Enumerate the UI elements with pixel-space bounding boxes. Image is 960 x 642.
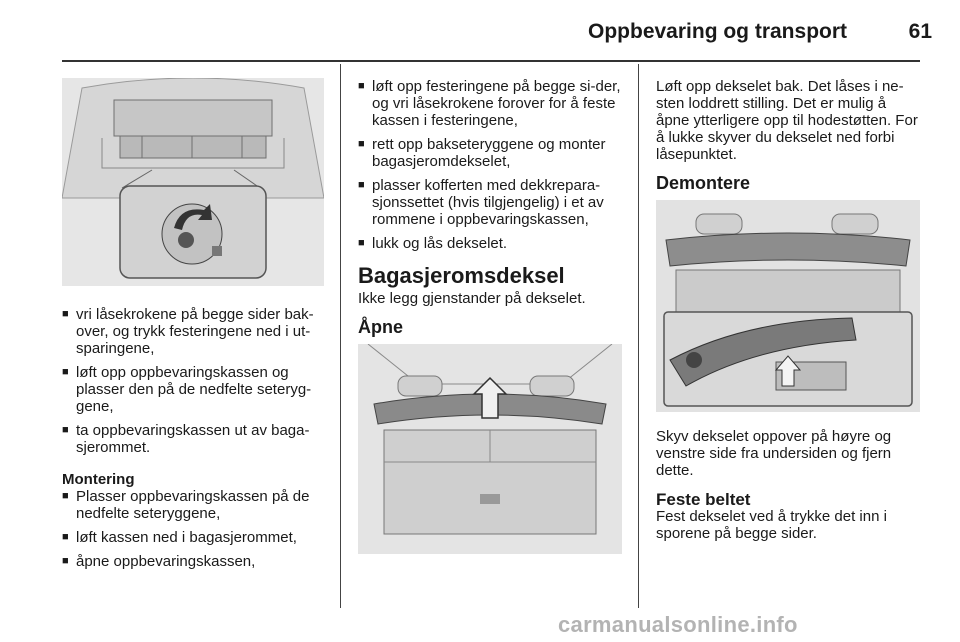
page-number: 61 <box>908 20 932 43</box>
list-item: ■ lukk og lås dekselet. <box>358 235 622 252</box>
demontere-heading: Demontere <box>656 173 751 193</box>
section-intro: Ikke legg gjenstander på dekselet. <box>358 290 586 307</box>
list-item: ■ vri låsekrokene på begge sider bak-over, og trykk festeringene ned i ut-sparingene, <box>62 306 324 357</box>
middle-column <box>358 78 622 554</box>
cover-removal-drawing <box>656 200 920 412</box>
storage-box-illustration <box>62 78 324 286</box>
list-item: ■ løft opp oppbevaringskassen og plasser den på de nedfelte seteryg-gene, <box>62 364 324 415</box>
storage-box-drawing <box>62 78 324 286</box>
list-item: ■ åpne oppbevaringskassen, <box>62 553 324 570</box>
section-heading: Bagasjeromsdeksel <box>358 263 565 288</box>
open-instructions: Løft opp dekselet bak. Det låses i ne-sten loddrett stilling. Det er mulig å åpne ytterligere opp til hodestøtten. For å lukke skyver du dekselet ned forbi låsepunktet. <box>656 78 918 163</box>
install-steps-list <box>358 78 622 252</box>
column-divider-1 <box>340 64 341 608</box>
demontere-text: Skyv dekselet oppover på høyre og venstre side fra undersiden og fjern dette. <box>656 428 892 479</box>
watermark: carmanualsonline.info <box>558 612 798 637</box>
montering-heading: Montering <box>62 471 135 488</box>
cover-open-illustration <box>358 344 622 554</box>
cover-removal-illustration <box>656 200 920 412</box>
list-item: ■ rett opp bakseteryggene og monter bagasjeromdekselet, <box>358 136 622 170</box>
list-item: ■ ta oppbevaringskassen ut av baga-sjerommet. <box>62 422 324 456</box>
montering-steps-list <box>62 488 324 570</box>
header-title: Oppbevaring og transport <box>588 20 848 43</box>
list-item: ■ løft kassen ned i bagasjerommet, <box>62 529 324 546</box>
feste-heading: Feste beltet <box>656 490 751 509</box>
right-column <box>656 78 920 554</box>
header-rule <box>62 60 920 62</box>
list-item: ■ plasser kofferten med dekkrepara-sjonssettet (hvis tilgjengelig) i et av rommene i oppbevaringskassen, <box>358 177 622 228</box>
list-item: ■ Plasser oppbevaringskassen på de nedfelte seteryggene, <box>62 488 324 522</box>
feste-text: Fest dekselet ved å trykke det inn i sporene på begge sider. <box>656 508 887 542</box>
left-column <box>62 78 324 577</box>
cover-open-drawing <box>358 344 622 554</box>
apne-heading: Åpne <box>358 317 403 337</box>
removal-steps-list <box>62 306 324 456</box>
column-divider-2 <box>638 64 639 608</box>
list-item: ■ løft opp festeringene på begge si-der, og vri låsekrokene forover for å feste kassen i festeringene, <box>358 78 622 129</box>
